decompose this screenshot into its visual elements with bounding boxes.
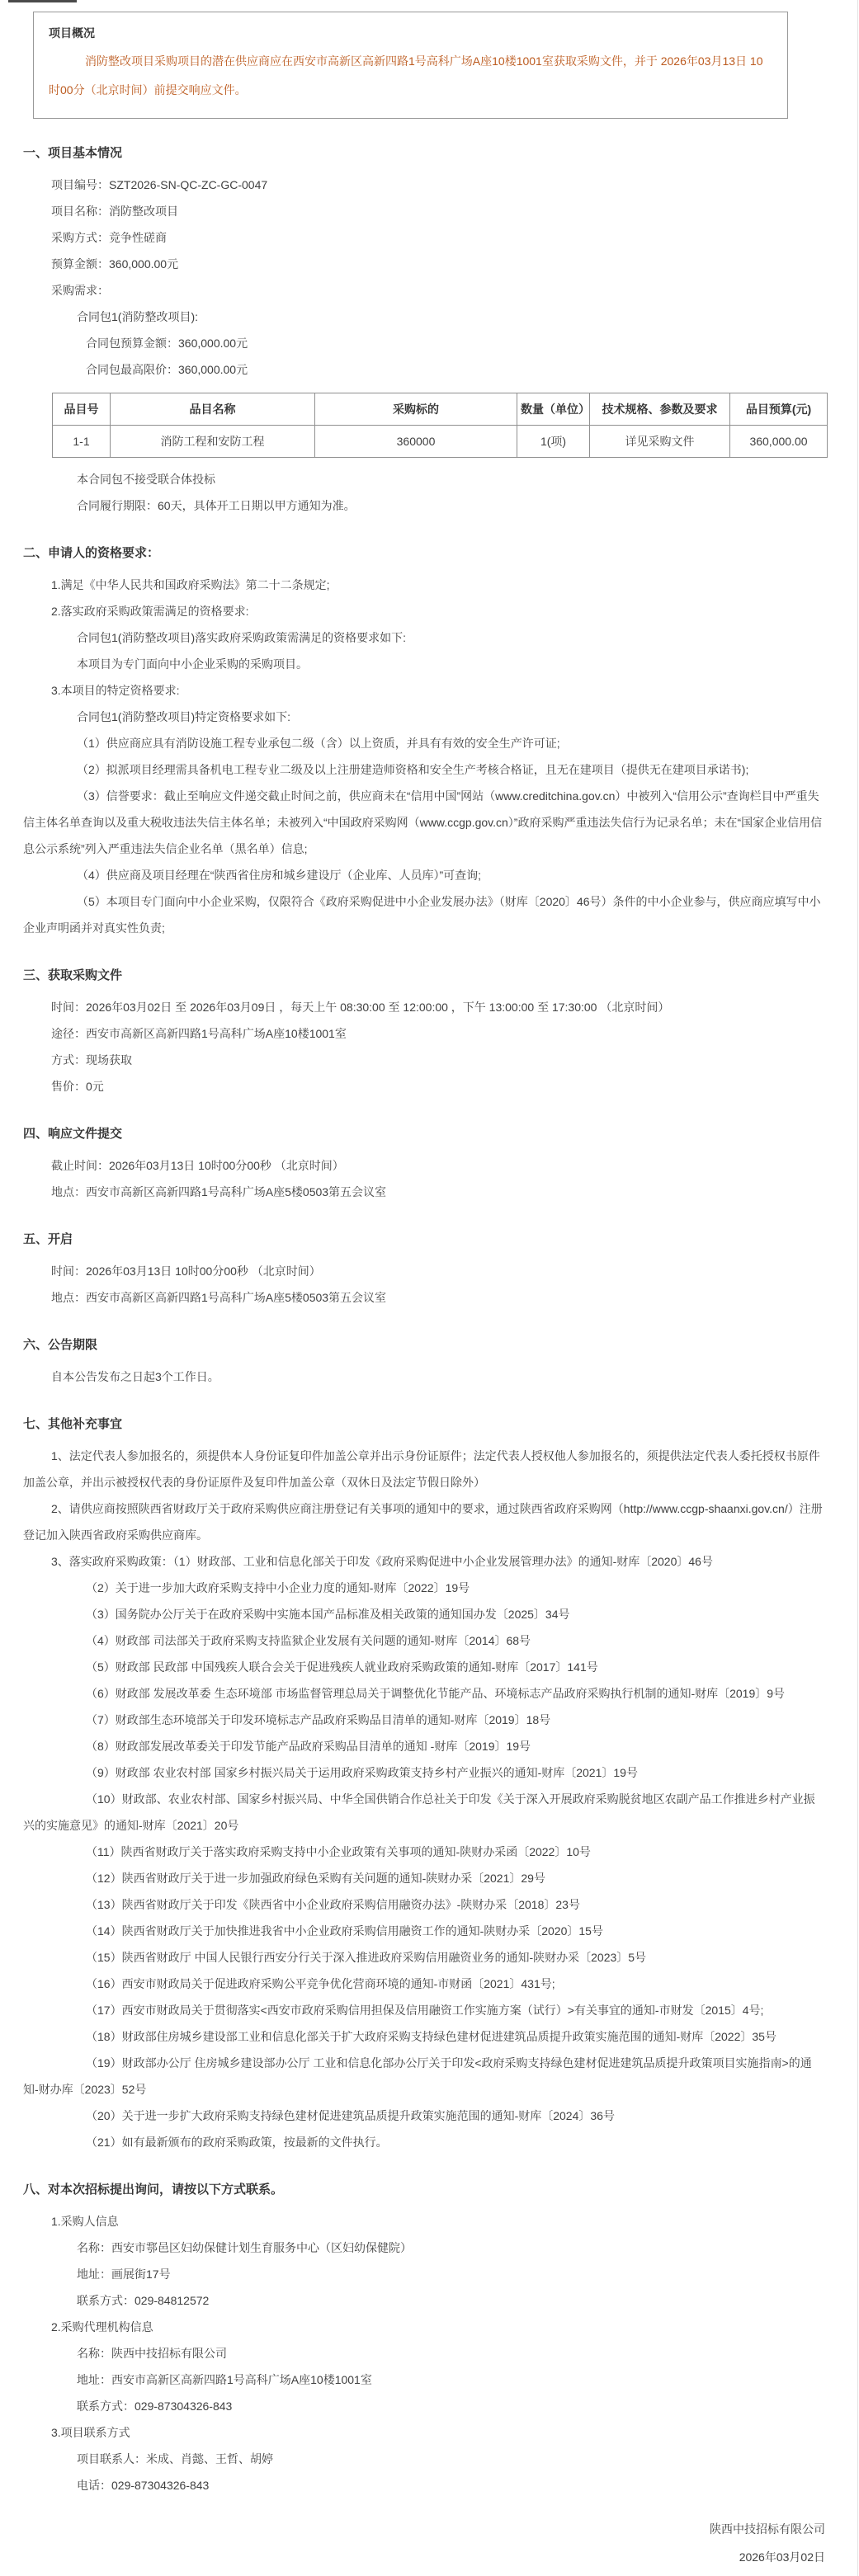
policy-item: （17）西安市财政局关于贯彻落实<西安市政府采购信用担保及信用融资工作实施方案（试行）>有关事宜的通知-市财发〔2015〕4号;	[86, 2004, 764, 2017]
items-table-header: 采购标的	[315, 393, 517, 426]
specific-qualification-item: （4）供应商及项目经理在“陕西省住房和城乡建设厅（企业库、人员库）”可查询;	[77, 869, 481, 882]
items-table-cell: 消防工程和安防工程	[111, 426, 315, 458]
policy-item: （13）陕西省财政厅关于印发《陕西省中小企业政府采购信用融资办法》-陕财办采〔2018〕23号	[86, 1898, 580, 1911]
section-announcement-period	[23, 1332, 825, 1390]
signature-block	[23, 2515, 825, 2571]
policy-item: （9）财政部 农业农村部 国家乡村振兴局关于运用政府采购政策支持乡村产业振兴的通知-财库〔2021〕19号	[86, 1766, 638, 1779]
qualification-item: 合同包1(消防整改项目)落实政府采购政策需满足的资格要求如下:	[77, 631, 406, 644]
obtain-route: 途径：西安市高新区高新四路1号高科广场A座10楼1001室	[51, 1027, 347, 1040]
qualification-item: 3.本项目的特定资格要求:	[51, 684, 180, 697]
project-overview-title: 项目概况	[49, 26, 95, 40]
agency-name: 名称：陕西中技招标有限公司	[77, 2347, 227, 2360]
policy-item: （16）西安市财政局关于促进政府采购公平竞争优化营商环境的通知-市财函〔2021〕431号;	[86, 1977, 555, 1990]
purchaser-name: 名称：西安市鄠邑区妇幼保健计划生育服务中心（区妇幼保健院）	[77, 2241, 412, 2254]
section-basic-info	[23, 140, 825, 519]
section-other-matters	[23, 1411, 825, 2155]
obtain-time: 时间：2026年03月02日 至 2026年03月09日 ，每天上午 08:30:00 至 12:00:00 ，下午 13:00:00 至 17:30:00 （北京时间）	[51, 1001, 670, 1014]
items-table-cell: 360000	[315, 426, 517, 458]
qualification-item: 1.满足《中华人民共和国政府采购法》第二十二条规定;	[51, 578, 330, 591]
items-table	[52, 393, 828, 458]
policy-item: （3）国务院办公厅关于在政府采购中实施本国产品标准及相关政策的通知国办发〔2025〕34号	[86, 1608, 570, 1621]
specific-qualification-item: （2）拟派项目经理需具备机电工程专业二级及以上注册建造师资格和安全生产考核合格证，且无在建项目（提供无在建项目承诺书);	[77, 763, 749, 776]
budget-amount: 预算金额：360,000.00元	[51, 257, 179, 271]
purchaser-phone: 联系方式：029-84812572	[77, 2294, 210, 2307]
policy-item: （2）关于进一步加大政府采购支持中小企业力度的通知-财库〔2022〕19号	[86, 1581, 470, 1594]
section-heading-basic-info: 一、项目基本情况	[23, 146, 123, 160]
policy-item: （18）财政部住房城乡建设部工业和信息化部关于扩大政府采购支持绿色建材促进建筑品质提升政策实施范围的通知-财库〔2022〕35号	[86, 2030, 776, 2043]
items-table-header: 品目号	[53, 393, 111, 426]
no-consortium-note: 本合同包不接受联合体投标	[77, 473, 215, 486]
project-contact-persons: 项目联系人：米成、肖懿、王哲、胡婷	[77, 2452, 273, 2465]
procurement-method: 采购方式：竞争性磋商	[51, 231, 167, 244]
policy-item: （7）财政部生态环境部关于印发环境标志产品政府采购品目清单的通知-财库〔2019〕18号	[86, 1713, 551, 1726]
items-table-header: 品目预算(元)	[730, 393, 828, 426]
section-obtain-documents	[23, 963, 825, 1100]
section-response-submission	[23, 1121, 825, 1205]
policy-item: （4）财政部 司法部关于政府采购支持监狱企业发展有关问题的通知-财库〔2014〕68号	[86, 1634, 531, 1647]
policy-item: （8）财政部发展改革委关于印发节能产品政府采购品目清单的通知 -财库〔2019〕19号	[86, 1740, 531, 1753]
footer-date: 2026年03月02日	[739, 2550, 825, 2564]
items-table-cell: 1(项)	[517, 426, 590, 458]
section-opening	[23, 1227, 825, 1311]
qualification-item: 2.落实政府采购政策需满足的资格要求:	[51, 605, 249, 618]
obtain-method: 方式：现场获取	[51, 1053, 132, 1067]
project-name: 项目名称：消防整改项目	[51, 205, 178, 218]
section-qualification	[23, 540, 825, 941]
items-table-header: 数量（单位）	[517, 393, 590, 426]
policy-item: （6）财政部 发展改革委 生态环境部 市场监督管理总局关于调整优化节能产品、环境标志产品政府采购执行机制的通知-财库〔2019〕9号	[86, 1687, 786, 1700]
other-matter-item: 1、法定代表人参加报名的，须提供本人身份证复印件加盖公章并出示身份证原件；法定代表人授权他人参加报名的，须提供法定代表人委托授权书原件加盖公章，并出示被授权代表的身份证原件及复印件加盖公章（双休日及法定节假日除外）	[23, 1449, 820, 1489]
contract-period: 合同履行期限：60天，具体开工日期以甲方通知为准。	[77, 499, 356, 512]
qualification-item: 合同包1(消防整改项目)特定资格要求如下:	[77, 710, 290, 723]
project-contact-phone: 电话：029-87304326-843	[77, 2479, 210, 2492]
announcement-period-text: 自本公告发布之日起3个工作日。	[51, 1370, 219, 1383]
policy-item: （12）陕西省财政厅关于进一步加强政府绿色采购有关问题的通知-陕财办采〔2021〕29号	[86, 1872, 545, 1885]
items-table-row	[53, 426, 828, 458]
project-number: 项目编号：SZT2026-SN-QC-ZC-GC-0047	[51, 178, 268, 191]
policy-item: （10）财政部、农业农村部、国家乡村振兴局、中华全国供销合作总社关于印发《关于深入开展政府采购脱贫地区农副产品工作推进乡村产业振兴的实施意见》的通知-财库〔2021〕20号	[23, 1792, 815, 1832]
section-heading-other-matters: 七、其他补充事宜	[23, 1417, 123, 1431]
specific-qualification-item: （5）本项目专门面向中小企业采购，仅限符合《政府采购促进中小企业发展办法》（财库〔2020〕46号）条件的中小企业参与，供应商应填写中小企业声明函并对真实性负责;	[23, 895, 821, 935]
policy-item: 3、落实政府采购政策：（1）财政部、工业和信息化部关于印发《政府采购促进中小企业发展管理办法》的通知-财库〔2020〕46号	[51, 1555, 713, 1568]
contract-package-title: 合同包1(消防整改项目):	[77, 310, 198, 323]
items-table-cell: 1-1	[53, 426, 111, 458]
submission-deadline: 截止时间：2026年03月13日 10时00分00秒 （北京时间）	[51, 1159, 344, 1172]
project-overview-box	[33, 12, 788, 119]
submission-place: 地点：西安市高新区高新四路1号高科广场A座5楼0503第五会议室	[51, 1185, 387, 1199]
policy-item: （5）财政部 民政部 中国残疾人联合会关于促进残疾人就业政府采购政策的通知-财库〔2017〕141号	[86, 1660, 598, 1674]
specific-qualification-item: （1）供应商应具有消防设施工程专业承包二级（含）以上资质，并具有有效的安全生产许可证;	[77, 737, 560, 750]
footer-agency-name: 陕西中技招标有限公司	[710, 2522, 825, 2536]
specific-qualification-item: （3）信誉要求：截止至响应文件递交截止时间之前，供应商未在“信用中国”网站（www.creditchina.gov.cn）中被列入“信用公示”查询栏目中严重失信主体名单查询以及重大税收违法失信主体名单；未被列入“中国政府采购网（www.ccgp.gov.cn）”政府采购严重违法失信行为记录名单；未在“国家企业信用信息公示系统”列入严重违法失信企业名单（黑名单）信息;	[23, 789, 823, 855]
policy-item: （20）关于进一步扩大政府采购支持绿色建材促进建筑品质提升政策实施范围的通知-财库〔2024〕36号	[86, 2109, 615, 2122]
agency-address: 地址：西安市高新区高新四路1号高科广场A座10楼1001室	[77, 2373, 372, 2386]
policy-item: （11）陕西省财政厅关于落实政府采购支持中小企业政策有关事项的通知-陕财办采函〔2022〕10号	[86, 1845, 591, 1858]
purchaser-info-label: 1.采购人信息	[51, 2215, 119, 2228]
qualification-item: 本项目为专门面向中小企业采购的采购项目。	[77, 657, 308, 671]
section-heading-opening: 五、开启	[23, 1232, 73, 1246]
policy-item: （19）财政部办公厅 住房城乡建设部办公厅 工业和信息化部办公厅关于印发<政府采购支持绿色建材促进建筑品质提升政策项目实施指南>的通知-财办库〔2023〕52号	[23, 2056, 812, 2096]
purchaser-address: 地址：画展街17号	[77, 2268, 171, 2281]
items-table-header-row	[53, 393, 828, 426]
section-heading-contacts: 八、对本次招标提出询问，请按以下方式联系。	[23, 2183, 284, 2197]
project-contact-label: 3.项目联系方式	[51, 2426, 130, 2439]
items-table-header: 技术规格、参数及要求	[590, 393, 730, 426]
section-heading-announcement-period: 六、公告期限	[23, 1338, 98, 1352]
section-heading-obtain-documents: 三、获取采购文件	[23, 968, 123, 982]
agency-info-label: 2.采购代理机构信息	[51, 2320, 153, 2333]
items-table-cell: 360,000.00	[730, 426, 828, 458]
opening-time: 时间：2026年03月13日 10时00分00秒 （北京时间）	[51, 1264, 321, 1278]
policy-item: （14）陕西省财政厅关于加快推进我省中小企业政府采购信用融资工作的通知-陕财办采〔2020〕15号	[86, 1924, 603, 1938]
opening-place: 地点：西安市高新区高新四路1号高科广场A座5楼0503第五会议室	[51, 1291, 387, 1304]
other-matter-item: 2、请供应商按照陕西省财政厅关于政府采购供应商注册登记有关事项的通知中的要求，通过陕西省政府采购网（http://www.ccgp-shaanxi.gov.cn/）注册登记加入陕西省政府采购供应商库。	[23, 1502, 823, 1542]
agency-phone: 联系方式：029-87304326-843	[77, 2399, 233, 2413]
package-budget: 合同包预算金额：360,000.00元	[86, 337, 248, 350]
items-table-cell: 详见采购文件	[590, 426, 730, 458]
items-table-header: 品目名称	[111, 393, 315, 426]
section-heading-qualification: 二、申请人的资格要求：	[23, 546, 160, 560]
package-max-price: 合同包最高限价：360,000.00元	[86, 363, 248, 376]
section-heading-response-submission: 四、响应文件提交	[23, 1127, 123, 1141]
policy-item: （21）如有最新颁布的政府采购政策，按最新的文件执行。	[86, 2136, 388, 2149]
obtain-price: 售价：0元	[51, 1080, 104, 1093]
policy-item: （15）陕西省财政厅 中国人民银行西安分行关于深入推进政府采购信用融资业务的通知-陕财办采〔2023〕5号	[86, 1951, 647, 1964]
project-overview-summary: 消防整改项目采购项目的潜在供应商应在西安市高新区高新四路1号高科广场A座10楼1001室获取采购文件，并于 2026年03月13日 10时00分（北京时间）前提交响应文件。	[49, 54, 763, 97]
procurement-demand-label: 采购需求：	[51, 284, 109, 297]
section-contacts	[23, 2177, 825, 2498]
